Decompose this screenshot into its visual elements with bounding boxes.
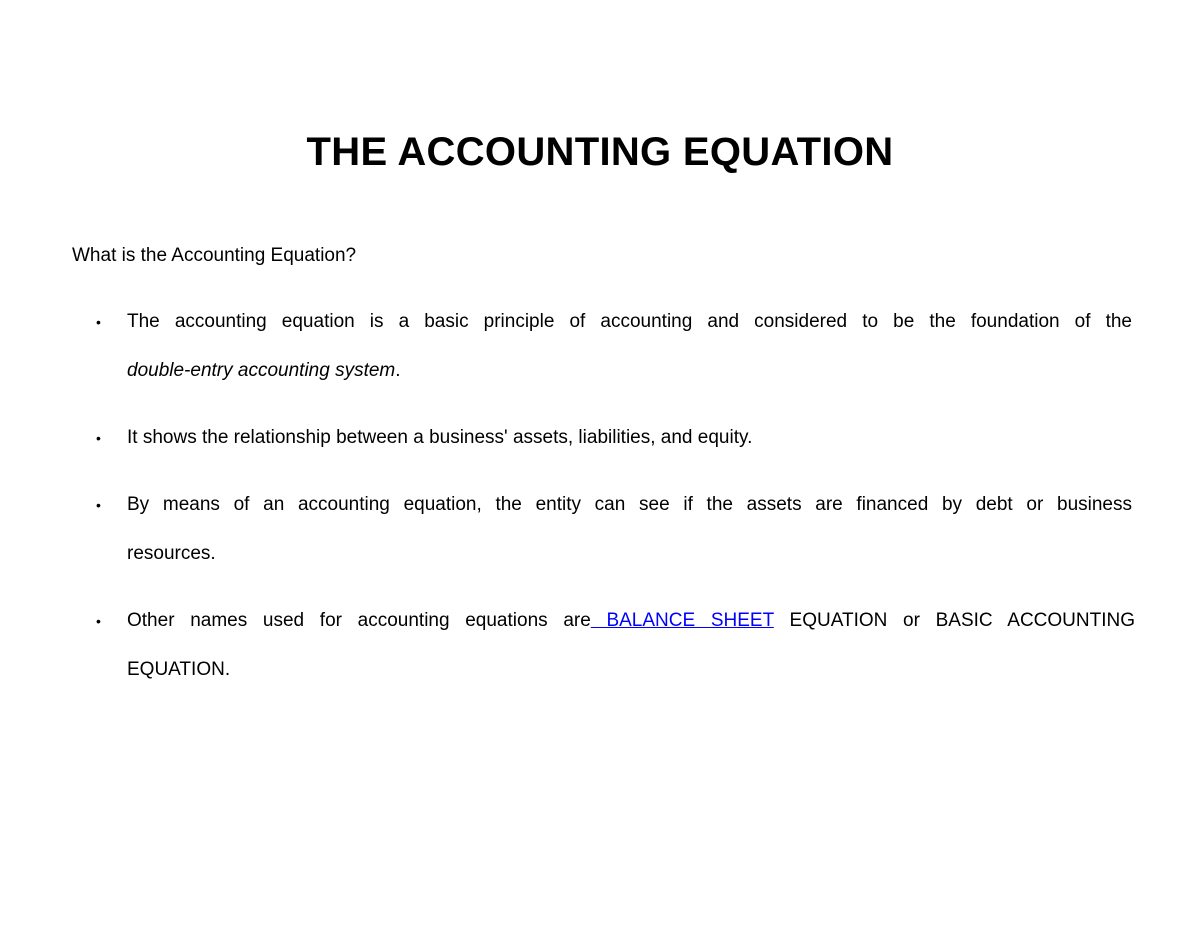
bullet-3-line-1: By means of an accounting equation, the entity can see if the assets are financed by debt or business (127, 494, 1132, 515)
bullet-icon: • (96, 430, 101, 446)
question-heading: What is the Accounting Equation? (72, 245, 357, 266)
bullet-3-line-2: resources. (127, 543, 216, 564)
bullet-1-period: . (395, 360, 401, 381)
bullet-4-text-before: Other names used for accounting equations are (127, 610, 591, 631)
bullet-2-line-1: It shows the relationship between a business' assets, liabilities, and equity. (127, 427, 753, 448)
page-title: THE ACCOUNTING EQUATION (306, 130, 894, 174)
bullet-1-line-1: The accounting equation is a basic principle of accounting and considered to be the foundation of the (127, 311, 1132, 332)
bullet-1-line-2 (127, 359, 1132, 383)
bullet-4-line-1 (127, 609, 1135, 633)
bullet-icon: • (96, 314, 101, 330)
bullet-icon: • (96, 497, 101, 513)
balance-sheet-link[interactable]: BALANCE SHEET (590, 610, 774, 631)
bullet-icon: • (96, 613, 101, 629)
bullet-4-text-after: EQUATION or BASIC ACCOUNTING (773, 610, 1135, 631)
bullet-4-line-2: EQUATION. (127, 659, 231, 680)
italic-term: double-entry accounting system (127, 360, 396, 381)
